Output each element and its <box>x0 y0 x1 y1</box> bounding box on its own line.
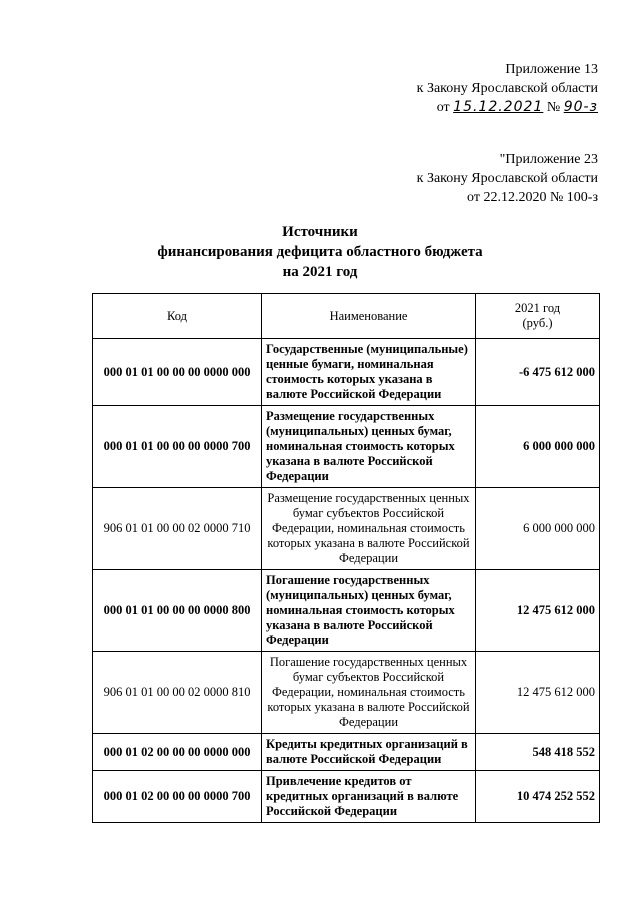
row-code: 000 01 02 00 00 00 0000 700 <box>93 771 262 823</box>
row-code: 000 01 01 00 00 00 0000 700 <box>93 406 262 488</box>
row-amount: -6 475 612 000 <box>476 339 600 406</box>
row-name: Погашение государственных (муниципальных) ценных бумаг, номинальная стоимость которых указана в валюте Российской Федерации <box>262 570 476 652</box>
amount-header-unit: (руб.) <box>522 316 553 330</box>
table-row <box>93 406 600 488</box>
row-code: 906 01 01 00 00 02 0000 810 <box>93 652 262 734</box>
row-name: Погашение государственных ценных бумаг субъектов Российской Федерации, номинальная стоимость которых указана в валюте Российской Федерации <box>262 652 476 734</box>
table-row <box>93 339 600 406</box>
row-name: Привлечение кредитов от кредитных организаций в валюте Российской Федерации <box>262 771 476 823</box>
prior-appendix-number: "Приложение 23 <box>499 152 598 167</box>
table-row <box>93 734 600 771</box>
table-row <box>93 488 600 570</box>
document-title <box>0 222 640 282</box>
table-row <box>93 771 600 823</box>
row-amount: 12 475 612 000 <box>476 570 600 652</box>
prior-appendix-header <box>417 150 598 207</box>
table-header-row <box>93 294 600 339</box>
row-name: Кредиты кредитных организаций в валюте Российской Федерации <box>262 734 476 771</box>
appendix-date-line <box>417 98 598 117</box>
row-code: 000 01 01 00 00 00 0000 000 <box>93 339 262 406</box>
row-code: 906 01 01 00 00 02 0000 710 <box>93 488 262 570</box>
date-prefix: от <box>436 100 450 115</box>
financing-sources-table <box>92 293 600 823</box>
prior-appendix-law: к Закону Ярославской области <box>416 171 598 186</box>
row-amount: 6 000 000 000 <box>476 406 600 488</box>
title-line-3: на 2021 год <box>282 264 358 280</box>
column-header-amount <box>476 294 600 339</box>
row-name: Государственные (муниципальные) ценные бумаги, номинальная стоимость которых указана в валюте Российской Федерации <box>262 339 476 406</box>
row-amount: 6 000 000 000 <box>476 488 600 570</box>
appendix-header <box>417 60 598 117</box>
title-line-2: финансирования дефицита областного бюджета <box>157 244 483 260</box>
row-amount: 10 474 252 552 <box>476 771 600 823</box>
table-body <box>93 339 600 823</box>
handwritten-date: 15.12.2021 <box>453 99 544 115</box>
row-code: 000 01 02 00 00 00 0000 000 <box>93 734 262 771</box>
prior-appendix-date: от 22.12.2020 № 100-з <box>467 190 598 205</box>
table-row <box>93 570 600 652</box>
appendix-number: Приложение 13 <box>505 62 598 77</box>
handwritten-number: 90-з <box>563 99 598 115</box>
row-code: 000 01 01 00 00 00 0000 800 <box>93 570 262 652</box>
appendix-law: к Закону Ярославской области <box>416 81 598 96</box>
row-amount: 12 475 612 000 <box>476 652 600 734</box>
title-line-1: Источники <box>282 224 358 240</box>
column-header-name: Наименование <box>262 294 476 339</box>
amount-header-year: 2021 год <box>514 301 561 315</box>
row-name: Размещение государственных (муниципальных) ценных бумаг, номинальная стоимость которых указана в валюте Российской Федерации <box>262 406 476 488</box>
number-prefix: № <box>546 100 561 115</box>
table-row <box>93 652 600 734</box>
column-header-code: Код <box>93 294 262 339</box>
row-amount: 548 418 552 <box>476 734 600 771</box>
row-name: Размещение государственных ценных бумаг субъектов Российской Федерации, номинальная стоимость которых указана в валюте Российской Федерации <box>262 488 476 570</box>
